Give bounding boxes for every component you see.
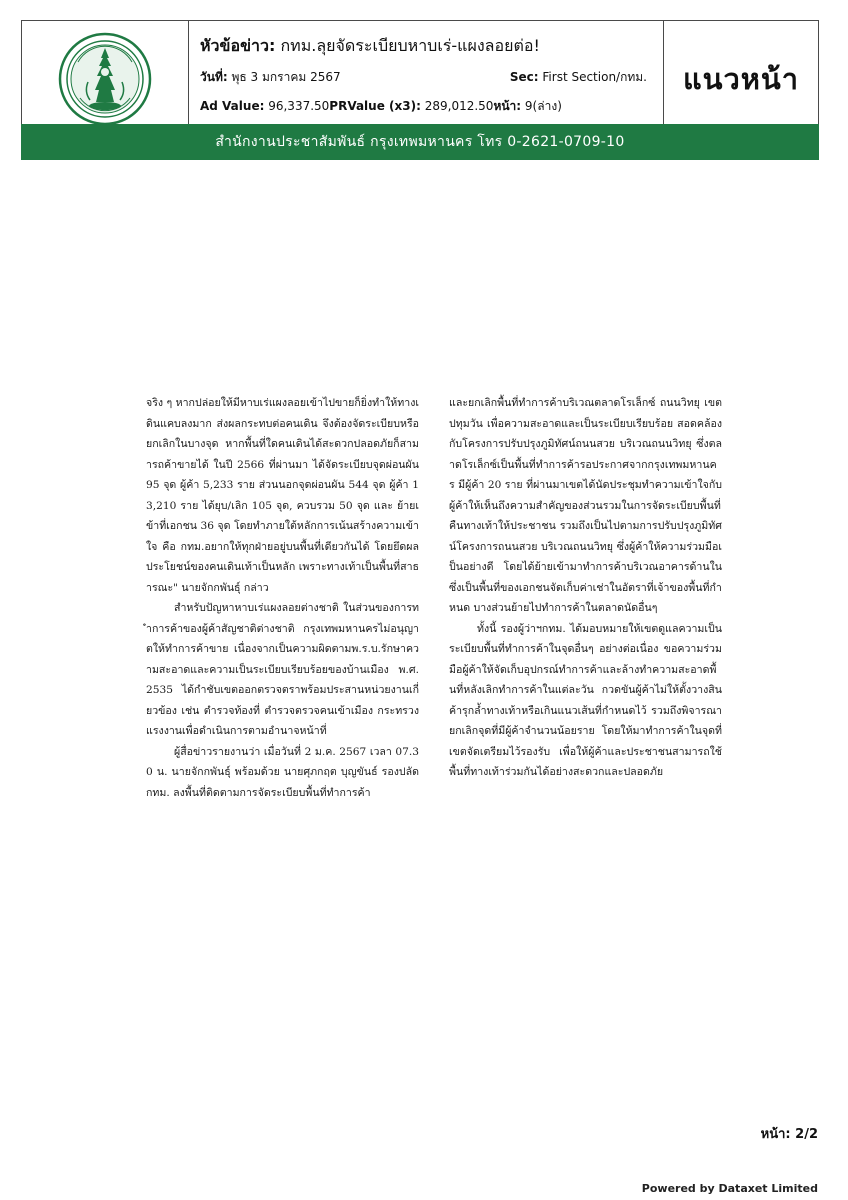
headline-text: กทม.ลุยจัดระเบียบหาบเร่-แผงลอยต่อ! [280,36,540,55]
pr-value: 289,012.50 [424,99,494,113]
page-label: หน้า: [493,99,522,113]
powered-by: Powered by Dataxet Limited [641,1182,818,1195]
clipping-info [188,21,664,136]
date-label: วันที่: [200,70,228,84]
date-value: พุธ 3 มกราคม 2567 [231,70,341,84]
article-paragraph: สำหรับปัญหาหาบเร่แผงลอยต่างชาติ ในส่วนของการทำการค้าของผู้ค้าสัญชาติต่างชาติ กรุงเทพมหานครไม่อนุญาตให้ทำการค้าขาย เนื่องจากเป็นความผิดตามพ.ร.บ.รักษาความสะอาดและความเป็นระเบียบเรียบร้อยของบ้านเมือง พ.ศ.2535 ได้กำชับเขตออกตรวจตราพร้อมประสานหน่วยงานเกี่ยวข้อง เช่น ตำรวจท้องที่ ตำรวจตรวจคนเข้าเมือง กระทรวงแรงงานเพื่อดำเนินการตามอำนาจหน้าที่ [146,602,419,737]
page-value: 9(ล่าง) [524,99,562,113]
headline [200,34,540,59]
date-row [200,68,341,87]
article-paragraph: จริง ๆ หากปล่อยให้มีหาบเร่แผงลอยเข้าไปขายก็ยิ่งทำให้ทางเดินแคบลงมาก ส่งผลกระทบต่อคนเดิน จึงต้องจัดระเบียบหรือยกเลิกในบางจุด หากพื้นที่ใดคนเดินได้สะดวกปลอดภัยก็สามารถค้าขายได้ ในปี 2566 ที่ผ่านมา ได้จัดระเบียบจุดผ่อนผัน 95 จุด ผู้ค้า 5,233 ราย ส่วนนอกจุดผ่อนผัน 544 จุด ผู้ค้า 13,210 ราย ได้ยุบ/เลิก 105 จุด, ควบรวม 50 จุด และ ย้ายเข้าที่เอกชน 36 จุด โดยทำภายใต้หลักการเน้นสร้างความเข้าใจ คือ กทม.อยากให้ทุกฝ่ายอยู่บนพื้นที่เดียวกันได้ โดยยึดผลประโยชน์ของคนเดินเท้าเป็นหลัก เพราะทางเท้าเป็นพื้นที่สาธารณะ" นายจักกพันธุ์ กล่าว [146,397,419,594]
page-number: หน้า: 2/2 [760,1127,818,1142]
article-paragraph: ทั้งนี้ รองผู้ว่าฯกทม. ได้มอบหมายให้เขตดูแลความเป็นระเบียบพื้นที่ทำการค้าในจุดอื่นๆ อย่างต่อเนื่อง ขอความร่วมมือผู้ค้าให้จัดเก็บอุปกรณ์ทำการค้าและล้างทำความสะอาดพื้นที่หลังเลิกทำการค้าในแต่ละวัน กวดขันผู้ค้าไม่ให้ตั้งวางสินค้ารุกล้ำทางเท้าหรือเกินแนวเส้นที่กำหนดไว้ รวมถึงพิจารณายกเลิกจุดที่มีผู้ค้าจำนวนน้อยราย โดยให้มาทำการค้าในจุดที่เขตจัดเตรียมไว้รองรับ เพื่อให้ผู้ค้าและประชาชนสามารถใช้พื้นที่ทางเท้าร่วมกันได้อย่างสะดวกและปลอดภัย [449,622,722,778]
ad-value-row [200,97,562,116]
contact-banner [21,124,819,160]
sec-value: First Section/กทม. [542,70,647,84]
section-row [510,68,647,87]
article-body [146,393,724,913]
article-column-left [146,393,419,803]
sec-label: Sec: [509,70,539,84]
clipping-header [21,20,819,137]
contact-banner-text: สำนักงานประชาสัมพันธ์ กรุงเทพมหานคร โทร 0-2621-0709-10 [215,134,625,150]
logo-cell [22,21,189,136]
pr-label: PRValue (x3): [329,99,421,113]
article-paragraph: และยกเลิกพื้นที่ทำการค้าบริเวณตลาดโรเล็กซ์ ถนนวิทยุ เขตปทุมวัน เพื่อความสะอาดและเป็นระเบียบเรียบร้อย สอดคล้องกับโครงการปรับปรุงภูมิทัศน์ถนนสวย บริเวณถนนวิทยุ ซึ่งตลาดโรเล็กซ์เป็นพื้นที่ทำการค้ารอประกาศจากกรุงเทพมหานคร มีผู้ค้า 20 ราย ที่ผ่านมาเขตได้นัดประชุมทำความเข้าใจกับผู้ค้าให้เห็นถึงความสำคัญของส่วนรวมในการจัดระเบียบพื้นที่คืนทางเท้าให้ประชาชน รวมถึงเป็นไปตามการปรับปรุงภูมิทัศน์โครงการถนนสวย บริเวณถนนวิทยุ ซึ่งผู้ค้าให้ความร่วมมือเป็นอย่างดี โดยได้ย้ายเข้ามาทำการค้าบริเวณอาคารด้านในซึ่งเป็นพื้นที่ของเอกชนจัดเก็บค่าเช่าในอัตราที่เจ้าของพื้นที่กำหนด บางส่วนย้ายไปทำการค้าในตลาดนัดอื่นๆ [449,397,722,614]
headline-label: หัวข้อข่าว: [200,36,276,55]
article-paragraph: ผู้สื่อข่าวรายงานว่า เมื่อวันที่ 2 ม.ค. 2567 เวลา 07.30 น. นายจักกพันธุ์ พร้อมด้วย นายศุภกฤต บุญขันธ์ รองปลัดกทม. ลงพื้นที่ติดตามการจัดระเบียบพื้นที่ทำการค้า [146,745,419,799]
article-column-right [449,393,722,783]
bangkok-metropolitan-seal-icon [58,32,152,126]
ad-label: Ad Value: [200,99,265,113]
publication-cell [664,21,818,136]
publication-name: แนวหน้า [682,61,800,96]
ad-value: 96,337.50 [268,99,330,113]
